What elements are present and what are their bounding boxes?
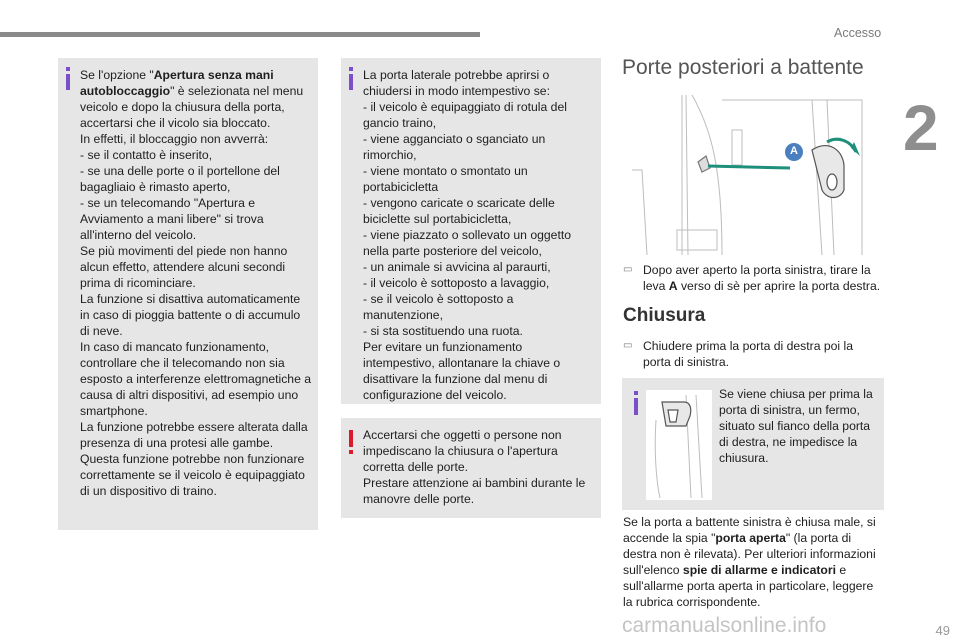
bullet-icon: ▭: [623, 264, 633, 275]
warning-text: Accertarsi che oggetti o persone non impediscano la chiusura o l'apertura corretta delle porte. Prestare attenzione ai bambini durante le manovre delle porte.: [363, 428, 586, 506]
chapter-number: 2: [903, 92, 939, 164]
info-text: Se l'opzione "Apertura senza mani autobloccaggio" è selezionata nel menu veicolo e dopo la chiusura della porta, accertarsi che il vicolo sia bloccato. In effetti, il bloccaggio non avverrà: - se il contatto è inserito, - se una delle porte o il portellone del bagagliaio è rimasto aperto, - se un telecomando "Apertura e Avviamento a mani libere" si trova all'interno del veicolo. Se più movimenti del piede non hanno alcun effetto, attendere alcuni secondi prima di ricominciare. La funzione si disattiva automaticamente in caso di pioggia battente o di accumulo di neve. In caso di mancato funzionamento, controllare che il telecomando non sia esposto a interferenze elettromagnetiche a causa di altri dispositivi, ad esempio uno smartphone. La funzione potrebbe essere alterata dalla presenza di una protesi alle gambe. Questa funzione potrebbe non funzionare correttamente se il veicolo è equipaggiato di un dispositivo di traino.: [80, 68, 312, 498]
door-catch-drawing: [646, 390, 712, 500]
door-open-paragraph: Se la porta a battente sinistra è chiusa male, si accende la spia "porta aperta" (la porta di destra non è rilevata). Per ulteriori informazioni sull'elenco spie di allarme e indicatori e sull'allarme porta aperta in particolare, leggere la rubrica corrispondente.: [623, 515, 876, 609]
lever-label-a: A: [790, 145, 798, 157]
rear-doors-illustration: [622, 90, 884, 260]
watermark: carmanualsonline.info: [622, 614, 827, 637]
info-icon: [66, 74, 70, 90]
bullet-icon: ▭: [623, 340, 633, 351]
info-box-side-door: [341, 58, 601, 404]
info-icon: [349, 74, 353, 90]
rear-doors-drawing: [622, 90, 884, 260]
page-title: Porte posteriori a battente: [622, 56, 864, 79]
section-heading-chiusura: Chiusura: [623, 305, 706, 326]
page-number: 49: [935, 623, 950, 638]
warning-icon: [349, 430, 353, 447]
info-icon: [634, 398, 638, 415]
door-catch-illustration: [646, 390, 712, 500]
info-box-hands-free: [58, 58, 318, 530]
section-title: Accesso: [834, 26, 882, 40]
warning-box-doors: [341, 418, 601, 518]
info-text: La porta laterale potrebbe aprirsi o chiudersi in modo intempestivo se: - il veicolo è equipaggiato di rotula del gancio traino, - viene agganciato o sganciato un rimorchio, - viene montato o smontato un portabicicletta - vengono caricate o scaricate delle biciclette sul portabicicletta, - viene piazzato o sollevato un oggetto nella parte posteriore del veicolo, - un animale si avvicina al paraurti, - il veicolo è sottoposto a lavaggio, - se il veicolo è sottoposto a manutenzione, - si sta sostituendo una ruota. Per evitare un funzionamento intempestivo, allontanare la chiave o disattivare la funzione dal menu di configurazione del veicolo.: [363, 68, 572, 402]
header-bar: [0, 32, 480, 37]
info-text: Se viene chiusa per prima la porta di sinistra, un fermo, situato sul fianco della porta di destra, ne impedisce la chiusura.: [719, 387, 873, 465]
